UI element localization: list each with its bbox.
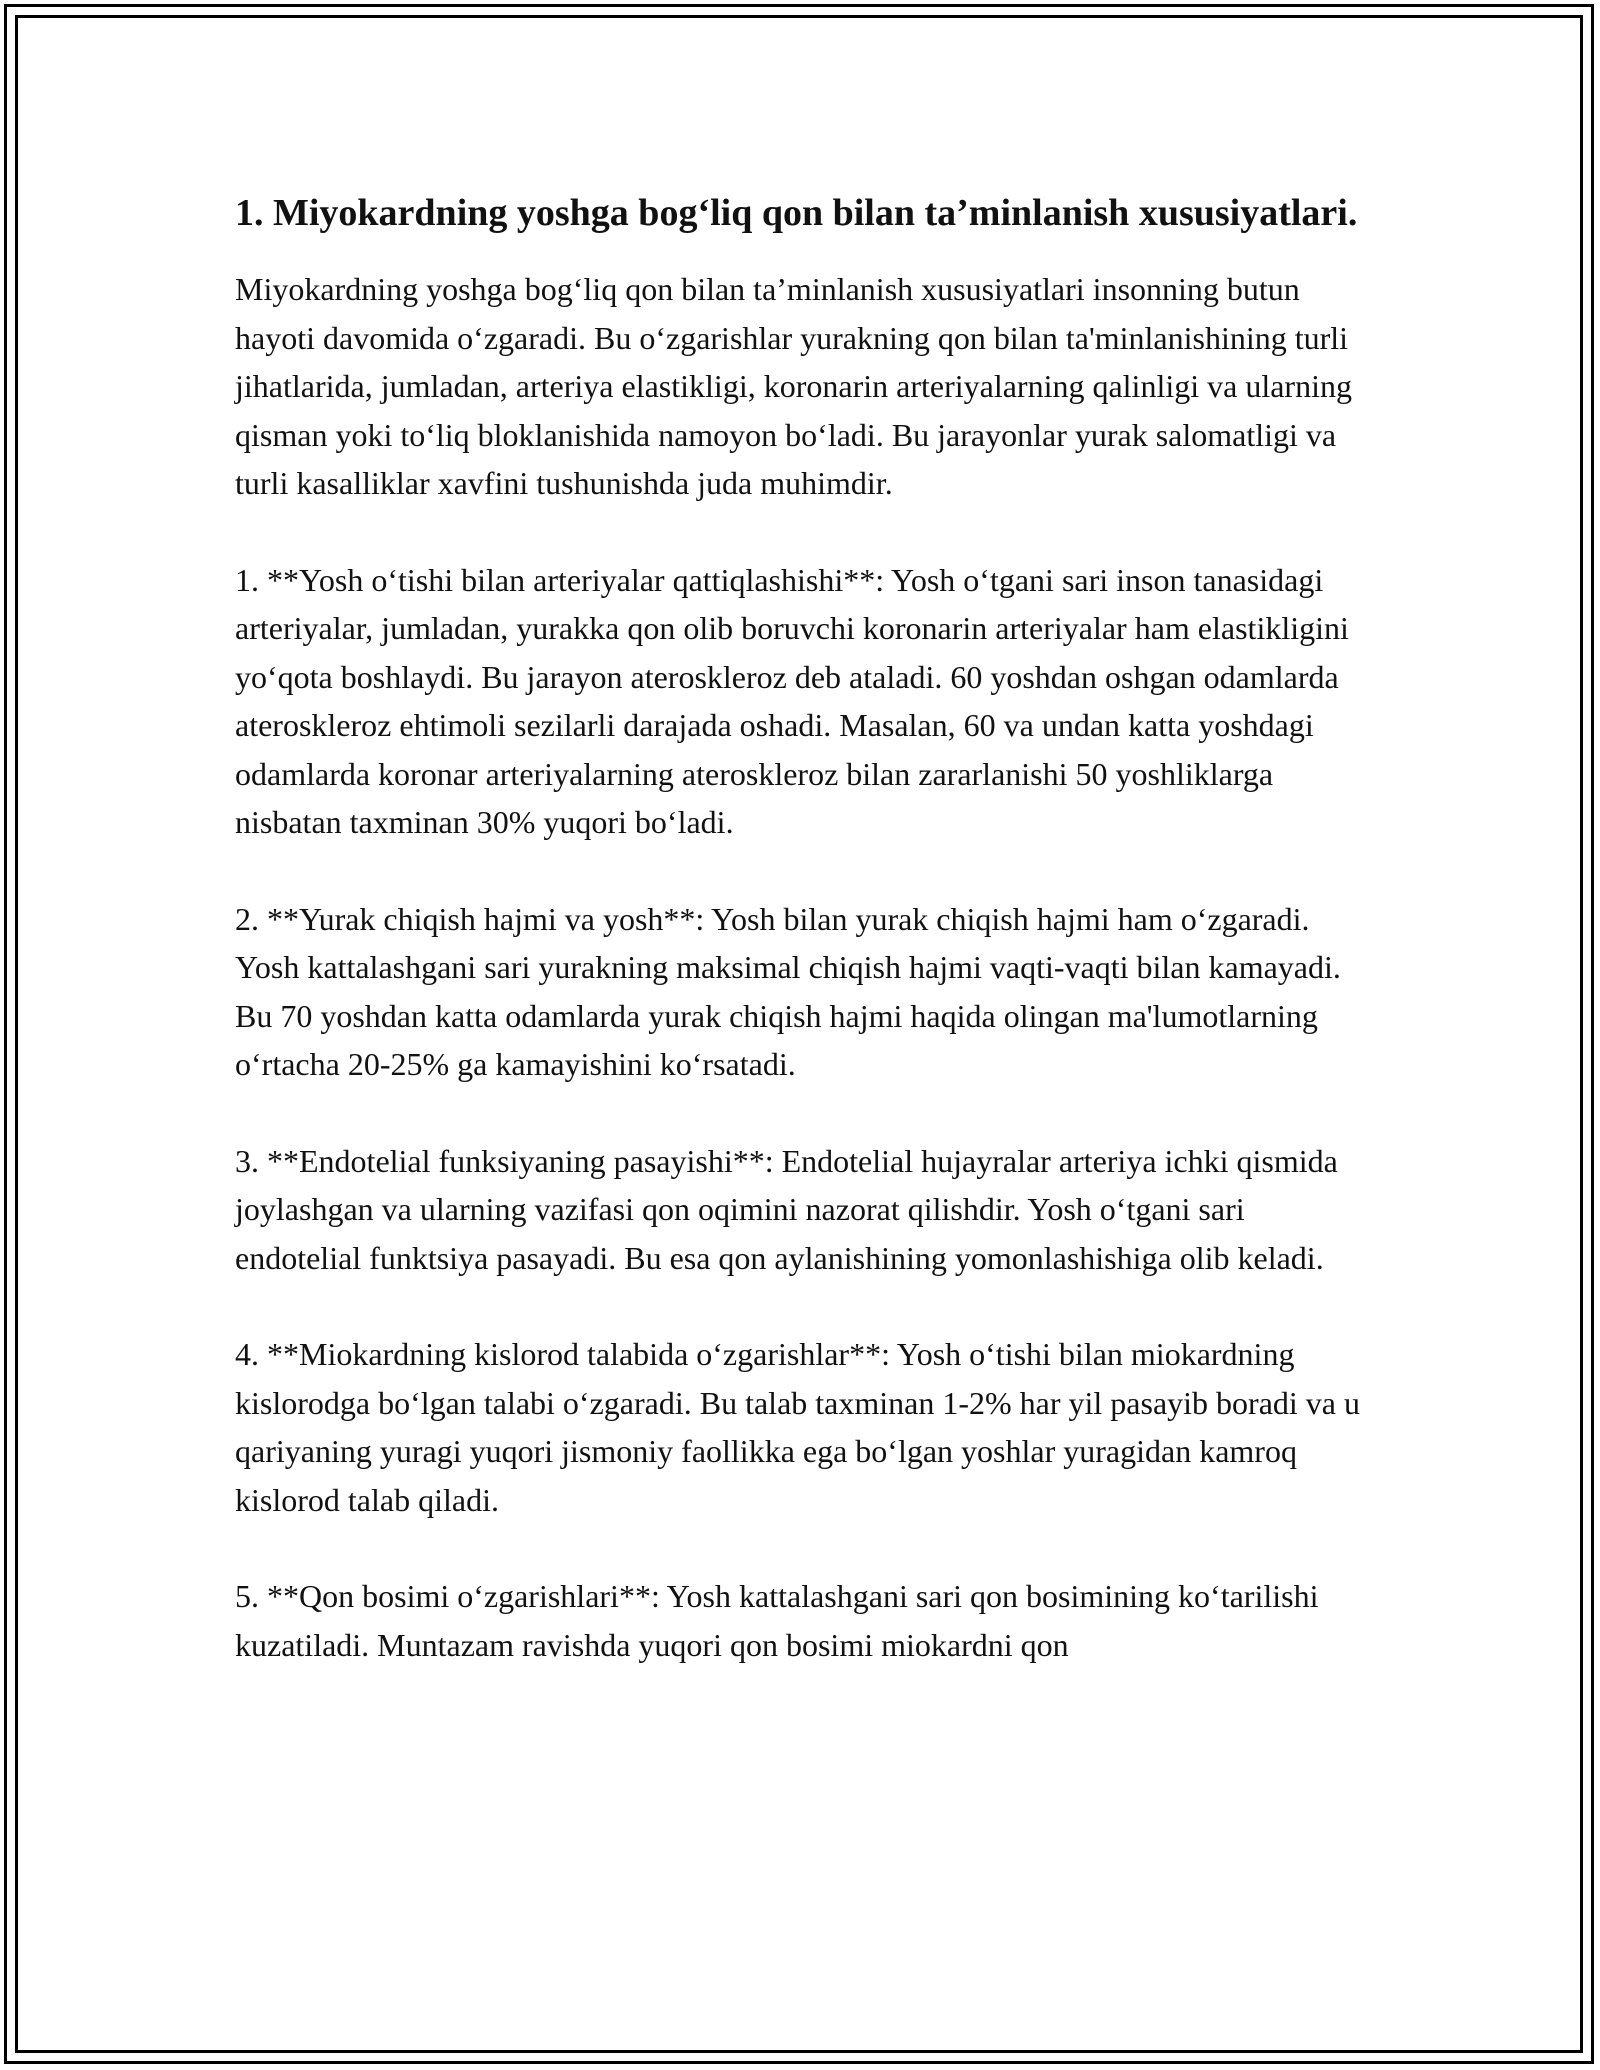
list-item-1: 1. **Yosh o‘tishi bilan arteriyalar qattiqlashishi**: Yosh o‘tgani sari inson tanasidagi arteriyalar, jumladan, yurakka qon olib boruvchi koronarin arteriyalar ham elastikligini yo‘qota boshlaydi. Bu jarayon ateroskleroz deb ataladi. 60 yoshdan oshgan odamlarda ateroskleroz ehtimoli sezilarli darajada oshadi. Masalan, 60 va undan katta yoshdagi odamlarda koronar arteriyalarning ateroskleroz bilan zararlanishi 50 yoshliklarga nisbatan taxminan 30% yuqori bo‘ladi. bbox=[235, 561, 1349, 840]
document-body bbox=[235, 188, 1375, 1717]
list-item-3: 3. **Endotelial funksiyaning pasayishi**: Endotelial hujayralar arteriya ichki qismida joylashgan va ularning vazifasi qon oqimini nazorat qilishdir. Yosh o‘tgani sari endotelial funktsiya pasayadi. Bu esa qon aylanishining yomonlashishiga olib keladi. bbox=[235, 1142, 1338, 1276]
list-item-4: 4. **Miokardning kislorod talabida o‘zgarishlar**: Yosh o‘tishi bilan miokardning kislorodga bo‘lgan talabi o‘zgaradi. Bu talab taxminan 1-2% har yil pasayib boradi va u qariyaning yuragi yuqori jismoniy faollikka ega bo‘lgan yoshlar yuragidan kamroq kislorod talab qiladi. bbox=[235, 1336, 1360, 1518]
document-title: 1. Miyokardning yoshga bog‘liq qon bilan ta’minlanish xususiyatlari. bbox=[235, 192, 1358, 234]
list-item-5: 5. **Qon bosimi o‘zgarishlari**: Yosh kattalashgani sari qon bosimining ko‘tarilishi kuzatiladi. Muntazam ravishda yuqori qon bosimi miokardni qon bbox=[235, 1578, 1319, 1663]
list-item-2: 2. **Yurak chiqish hajmi va yosh**: Yosh bilan yurak chiqish hajmi ham o‘zgaradi. Yosh kattalashgani sari yurakning maksimal chiqish hajmi vaqti-vaqti bilan kamayadi. Bu 70 yoshdan katta odamlarda yurak chiqish hajmi haqida olingan ma'lumotlarning o‘rtacha 20-25% ga kamayishini ko‘rsatadi. bbox=[235, 900, 1341, 1082]
intro-paragraph: Miyokardning yoshga bog‘liq qon bilan ta’minlanish xususiyatlari insonning butun hayoti davomida o‘zgaradi. Bu o‘zgarishlar yurakning qon bilan ta'minlanishining turli jihatlarida, jumladan, arteriya elastikligi, koronarin arteriyalarning qalinligi va ularning qisman yoki to‘liq bloklanishida namoyon bo‘ladi. Bu jarayonlar yurak salomatligi va turli kasalliklar xavfini tushunishda juda muhimdir. bbox=[235, 271, 1352, 501]
